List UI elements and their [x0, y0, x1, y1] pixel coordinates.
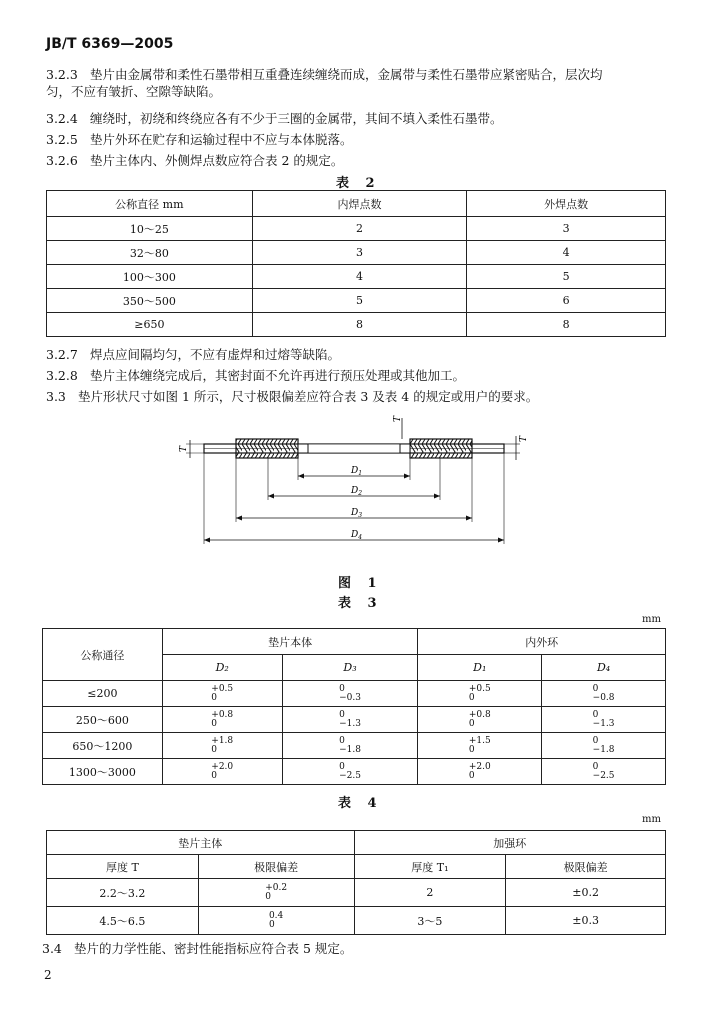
sealing-element-left: [236, 439, 298, 458]
dimension-label-t1-right: T: [519, 435, 529, 442]
paragraph-text: 匀，不应有皱折、空隙等缺陷。: [46, 84, 222, 99]
table-cell: 1300～3000: [43, 759, 163, 785]
table-cell: 4: [252, 265, 467, 289]
table-cell: 2.2～3.2: [47, 879, 199, 907]
paragraph-text: 垫片形状尺寸如图 1 所示，尺寸极限偏差应符合表 3 及表 4 的规定或用户的要求。: [78, 389, 539, 404]
paragraph-3-4: [42, 940, 352, 957]
tolerance-cell: 0.4 0: [198, 907, 354, 935]
table-row: [43, 733, 666, 759]
table-cell: 8: [252, 313, 467, 337]
tolerance-cell: 0 −1.3: [542, 707, 666, 733]
table-3-unit: mm: [642, 614, 661, 625]
tolerance-cell: 0 −0.3: [282, 681, 418, 707]
paragraph-3-2-4: [46, 110, 503, 127]
tolerance-cell: +0.5 0: [418, 681, 542, 707]
gasket-cross-section-figure: [170, 412, 540, 558]
tolerance-cell: +0.8 0: [418, 707, 542, 733]
clause-number: 3.2.4: [46, 111, 78, 126]
clause-number: 3.3: [46, 389, 66, 404]
table-cell: 3～5: [354, 907, 506, 935]
tolerance-cell: 0 −2.5: [282, 759, 418, 785]
tolerance-cell: 0 −1.8: [282, 733, 418, 759]
clause-number: 3.2.6: [46, 153, 78, 168]
tolerance-cell: +0.8 0: [162, 707, 282, 733]
table-cell: ≤200: [43, 681, 163, 707]
table-cell: 10～25: [47, 217, 253, 241]
table-header-cell: 垫片本体: [162, 629, 418, 655]
tolerance-cell: 0 −1.8: [542, 733, 666, 759]
table-cell: 32～80: [47, 241, 253, 265]
paragraph-text: 垫片的力学性能、密封性能指标应符合表 5 规定。: [74, 941, 353, 956]
tolerance-cell: +2.0 0: [418, 759, 542, 785]
table-cell: 2: [252, 217, 467, 241]
table-row: [47, 907, 666, 935]
table-cell: 8: [467, 313, 666, 337]
dimension-label-d3: $D_3$: [351, 508, 363, 519]
clause-number: 3.2.7: [46, 347, 78, 362]
table-header-cell: 厚度 T₁: [354, 855, 506, 879]
paragraph-3-3: [46, 388, 538, 405]
table-cell: 3: [252, 241, 467, 265]
table-header-cell: 加强环: [354, 831, 666, 855]
table-row: [43, 681, 666, 707]
table-row: [47, 879, 666, 907]
paragraph-text: 垫片主体缠绕完成后，其密封面不允许再进行预压处理或其他加工。: [90, 368, 466, 383]
paragraph-3-2-5: [46, 131, 353, 148]
paragraph-text: 缠绕时，初绕和终绕应各有不少于三圈的金属带，其间不填入柔性石墨带。: [90, 111, 503, 126]
table-cell: ±0.2: [506, 879, 666, 907]
table-header-cell: D₂: [162, 655, 282, 681]
table-header-cell: 公称通径: [43, 629, 163, 681]
tolerance-cell: +1.8 0: [162, 733, 282, 759]
clause-number: 3.2.5: [46, 132, 78, 147]
paragraph-text: 垫片主体内、外侧焊点数应符合表 2 的规定。: [90, 153, 344, 168]
paragraph-text: 垫片由金属带和柔性石墨带相互重叠连续缠绕而成，金属带与柔性石墨带应紧密贴合，层次均: [90, 67, 603, 82]
table-3: [42, 628, 666, 785]
table-2: [46, 190, 666, 337]
table-header-cell: D₃: [282, 655, 418, 681]
table-cell: 5: [467, 265, 666, 289]
table-header-cell: 极限偏差: [506, 855, 666, 879]
table-header-cell: 公称直径 mm: [47, 191, 253, 217]
table-cell: 350～500: [47, 289, 253, 313]
table-row: [47, 313, 666, 337]
table-cell: ≥650: [47, 313, 253, 337]
clause-number: 3.2.8: [46, 368, 78, 383]
tolerance-cell: +1.5 0: [418, 733, 542, 759]
figure-1-caption: 图 1: [338, 576, 383, 591]
table-header-cell: D₄: [542, 655, 666, 681]
table-header-cell: 内焊点数: [252, 191, 467, 217]
table-3-caption: 表 3: [338, 596, 383, 611]
table-row: [47, 265, 666, 289]
paragraph-text: 垫片外环在贮存和运输过程中不应与本体脱落。: [90, 132, 353, 147]
table-header-cell: 外焊点数: [467, 191, 666, 217]
dimension-label-t: T: [179, 445, 189, 452]
table-row: [43, 759, 666, 785]
table-cell: 5: [252, 289, 467, 313]
table-4-caption: 表 4: [338, 796, 383, 811]
dimension-label-d4: $D_4$: [351, 530, 363, 541]
clause-number: 3.4: [42, 941, 62, 956]
tolerance-cell: 0 −0.8: [542, 681, 666, 707]
clause-number: 3.2.3: [46, 67, 78, 82]
tolerance-cell: +2.0 0: [162, 759, 282, 785]
table-cell: ±0.3: [506, 907, 666, 935]
table-cell: 250～600: [43, 707, 163, 733]
table-cell: 2: [354, 879, 506, 907]
tolerance-cell: 0 −1.3: [282, 707, 418, 733]
table-header-cell: 内外环: [418, 629, 666, 655]
dimension-label-d1: $D_1$: [351, 466, 363, 477]
tolerance-cell: +0.5 0: [162, 681, 282, 707]
tolerance-cell: +0.2 0: [198, 879, 354, 907]
table-header-cell: 厚度 T: [47, 855, 199, 879]
table-cell: 4.5～6.5: [47, 907, 199, 935]
table-row: [43, 707, 666, 733]
dimension-label-d2: $D_2$: [351, 486, 363, 497]
page-number: 2: [44, 968, 52, 982]
paragraph-3-2-8: [46, 367, 465, 384]
table-2-caption: 表 2: [336, 176, 381, 191]
paragraph-text: 焊点应间隔均匀，不应有虚焊和过熔等缺陷。: [90, 347, 341, 362]
paragraph-3-2-7: [46, 346, 340, 363]
document-code-header: JB/T 6369—2005: [46, 36, 174, 52]
table-cell: 4: [467, 241, 666, 265]
paragraph-3-2-6: [46, 152, 343, 169]
table-4-unit: mm: [642, 814, 661, 825]
table-cell: 6: [467, 289, 666, 313]
table-cell: 650～1200: [43, 733, 163, 759]
tolerance-cell: 0 −2.5: [542, 759, 666, 785]
table-cell: 100～300: [47, 265, 253, 289]
table-row: [47, 241, 666, 265]
table-header-cell: 垫片主体: [47, 831, 355, 855]
table-4: [46, 830, 666, 935]
table-cell: 3: [467, 217, 666, 241]
dimension-label-t1-top: T: [393, 415, 403, 422]
table-row: [47, 217, 666, 241]
paragraph-3-2-3: [46, 66, 603, 100]
table-row: [47, 289, 666, 313]
table-header-cell: 极限偏差: [198, 855, 354, 879]
table-header-cell: D₁: [418, 655, 542, 681]
sealing-element-right: [410, 439, 472, 458]
